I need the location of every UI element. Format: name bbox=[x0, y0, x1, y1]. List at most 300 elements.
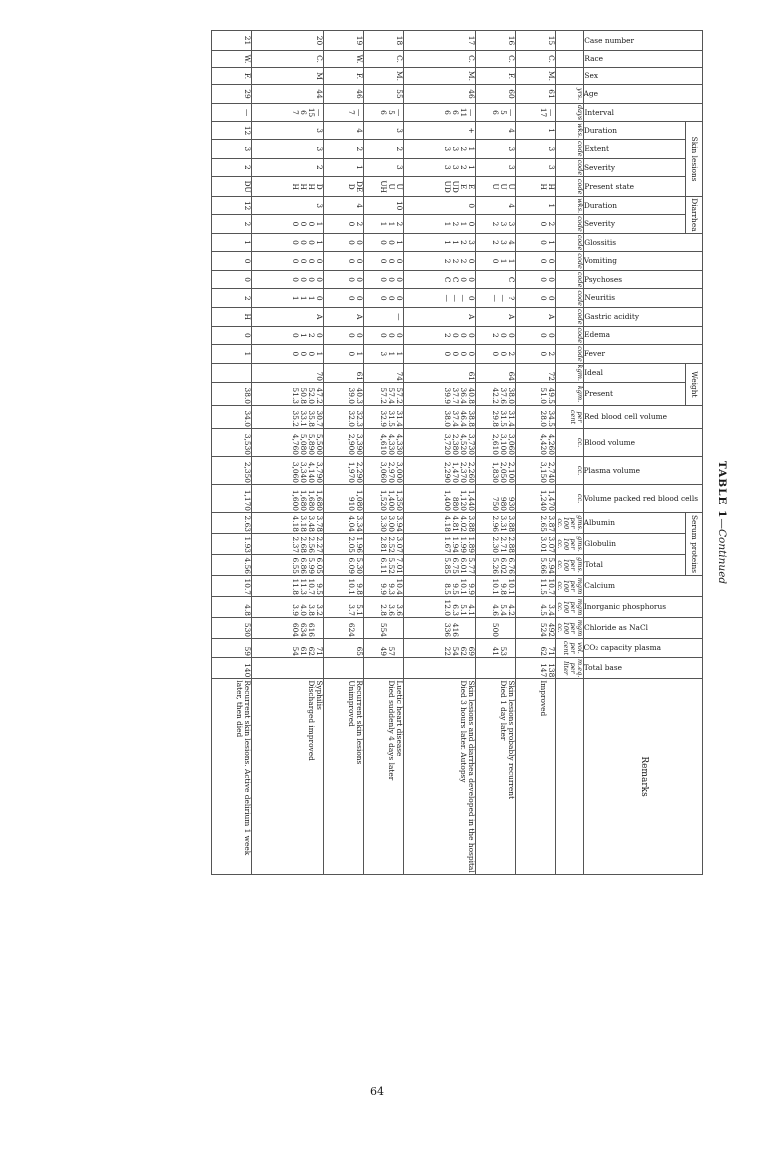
table-cell: 1 2 3 3 bbox=[403, 158, 475, 177]
table-cell: 3 3 2 bbox=[475, 215, 515, 234]
table-cell: 3.34 4.04 bbox=[323, 513, 363, 534]
table-cell: 1,440 1,120 880 1,400 bbox=[403, 485, 475, 513]
table-row bbox=[475, 31, 515, 875]
table-cell: — 11 6 6 bbox=[403, 104, 475, 122]
table-cell: 1,680 1,680 1,680 1,600 bbox=[251, 485, 323, 513]
table-cell: A bbox=[323, 307, 363, 326]
table-cell: 3 bbox=[515, 158, 555, 177]
table-cell: 3.2 3.8 4.0 3.9 bbox=[251, 597, 323, 618]
table-cell: 3 bbox=[211, 140, 251, 159]
col-header: Edema bbox=[584, 330, 610, 340]
table-cell: 2,100 2,050 1,830 bbox=[475, 457, 515, 485]
table-cell: H H bbox=[515, 177, 555, 197]
table-cell: 7.01 5.52 6.11 bbox=[363, 555, 403, 576]
table-cell: ? — — bbox=[475, 289, 515, 308]
table-cell: 1 bbox=[515, 122, 555, 140]
unit-cell: m.eq. per liter bbox=[555, 658, 583, 679]
unit-cell: code bbox=[555, 177, 583, 197]
table-cell: F. bbox=[323, 68, 363, 85]
table-cell: 10.7 bbox=[211, 576, 251, 597]
table-cell: 2,260 2,370 1,470 2,290 bbox=[403, 457, 475, 485]
col-header: Age bbox=[584, 89, 599, 99]
table-cell: 0 0 0 0 bbox=[403, 345, 475, 364]
table-cell: 70 bbox=[251, 363, 323, 382]
table-cell: 3 bbox=[363, 158, 403, 177]
table-cell: 0 bbox=[211, 270, 251, 289]
table-cell bbox=[363, 658, 403, 679]
table-cell: 20 bbox=[251, 31, 323, 51]
table-cell: 2 1 1 bbox=[363, 215, 403, 234]
remarks-cell: Skin lesions and diarrhea developed in the hospital Died 3 hours later. Autopsy bbox=[403, 679, 475, 874]
unit-cell: mgm per 100 cc. bbox=[555, 618, 583, 639]
col-header: Race bbox=[584, 54, 603, 64]
group-skin-lesions: Skin lesions bbox=[685, 122, 702, 197]
table-cell: 0 0 0 0 bbox=[251, 270, 323, 289]
table-cell: F. bbox=[475, 68, 515, 85]
col-header: CO₂ capacity plasma bbox=[584, 643, 662, 653]
table-cell: 0 bbox=[211, 252, 251, 271]
table-cell: 29 bbox=[211, 85, 251, 104]
table-cell: 0 0 bbox=[323, 252, 363, 271]
col-header: Total base bbox=[584, 663, 623, 673]
page-number: 64 bbox=[370, 1085, 384, 1098]
table-cell: 1 bbox=[211, 345, 251, 364]
table-cell: C. bbox=[251, 51, 323, 68]
table-cell: 61 bbox=[323, 363, 363, 382]
table-cell: 554 bbox=[363, 618, 403, 639]
unit-cell: code bbox=[555, 233, 583, 252]
table-cell bbox=[251, 658, 323, 679]
unit-cell: gms. per 100 cc. bbox=[555, 534, 583, 555]
table-cell: 1 0 0 0 bbox=[251, 233, 323, 252]
table-cell: 15 bbox=[515, 31, 555, 51]
table-cell: 3 bbox=[251, 140, 323, 159]
table-cell: 416 336 bbox=[403, 618, 475, 639]
units-row bbox=[555, 31, 583, 875]
table-cell bbox=[323, 658, 363, 679]
table-cell: 47.2 52.0 50.8 51.3 bbox=[251, 383, 323, 406]
table-cell: 64 bbox=[475, 363, 515, 382]
table-cell: 4 bbox=[323, 122, 363, 140]
table-cell: 138 147 bbox=[515, 658, 555, 679]
table-cell: 930 980 750 bbox=[475, 485, 515, 513]
table-cell: 0 0 bbox=[323, 289, 363, 308]
table-title: TABLE 1 bbox=[716, 460, 728, 519]
unit-cell: code bbox=[555, 345, 583, 364]
table-cell: 2 0 0 bbox=[475, 345, 515, 364]
table-cell: — bbox=[211, 104, 251, 122]
table-cell: 2 bbox=[211, 215, 251, 234]
table-cell: 6.76 6.02 5.26 bbox=[475, 555, 515, 576]
table-cell: M bbox=[251, 68, 323, 85]
table-cell: 1.96 2.05 bbox=[323, 534, 363, 555]
table-cell: 4 bbox=[475, 197, 515, 215]
table-cell: 1,470 1,240 bbox=[515, 485, 555, 513]
table-cell: 69 62 54 22 bbox=[403, 639, 475, 658]
col-header: Volume packed red blood cells bbox=[584, 493, 699, 503]
table-cell: 0 0 0 bbox=[363, 252, 403, 271]
table-cell: 3.94 3.00 3.30 bbox=[363, 513, 403, 534]
remarks-cell: Syphilis Discharged improved bbox=[251, 679, 323, 874]
col-header: Globulin bbox=[584, 539, 616, 549]
unit-cell: code bbox=[555, 270, 583, 289]
col-header: Present bbox=[584, 389, 613, 399]
table-cell: 1 bbox=[323, 158, 363, 177]
table-cell: — 17 bbox=[515, 104, 555, 122]
col-header: Neuritis bbox=[584, 293, 615, 303]
table-cell: 0 0 bbox=[323, 326, 363, 345]
table-cell: 10.7 11.5 bbox=[515, 576, 555, 597]
table-cell: 3 2 1 1 bbox=[403, 233, 475, 252]
table-cell bbox=[475, 658, 515, 679]
table-cell: 624 bbox=[323, 618, 363, 639]
table-cell: 4 3 2 bbox=[475, 233, 515, 252]
unit-cell: mgm per 100 cc. bbox=[555, 576, 583, 597]
table-cell: 31.4 31.5 29.8 bbox=[475, 406, 515, 429]
table-cell: 2 bbox=[323, 140, 363, 159]
remarks-cell: Recurrent skin lesions. Active delirium 1 week later, then died bbox=[211, 679, 251, 874]
table-cell: 2 0 bbox=[323, 215, 363, 234]
table-cell: A bbox=[475, 307, 515, 326]
table-cell: 3 bbox=[251, 122, 323, 140]
table-cell: 0 0 0 bbox=[363, 270, 403, 289]
unit-cell: code bbox=[555, 307, 583, 326]
col-header: Extent bbox=[584, 143, 609, 153]
table-cell: 4 bbox=[323, 197, 363, 215]
table-cell: 3 bbox=[475, 158, 515, 177]
table-cell: DE D bbox=[323, 177, 363, 197]
col-header: Psychoses bbox=[584, 274, 623, 284]
table-cell: 61 bbox=[515, 85, 555, 104]
table-cell: 53 41 bbox=[475, 639, 515, 658]
unit-cell: wks. bbox=[555, 197, 583, 215]
table-cell: 1 0 0 0 bbox=[251, 215, 323, 234]
table-cell: 16 bbox=[475, 31, 515, 51]
table-cell: U U U bbox=[475, 177, 515, 197]
table-cell: 55 bbox=[363, 85, 403, 104]
table-cell: 0 bbox=[403, 197, 475, 215]
table-cell: 3 bbox=[251, 197, 323, 215]
col-header: Plasma volume bbox=[584, 465, 641, 475]
col-header: Red blood cell volume bbox=[584, 412, 667, 422]
table-cell: 3.78 3.48 3.18 4.18 bbox=[251, 513, 323, 534]
table-cell: 72 bbox=[515, 363, 555, 382]
table-cell: 0 1 1 1 bbox=[251, 289, 323, 308]
table-row bbox=[251, 31, 323, 875]
table-cell: 60 bbox=[475, 85, 515, 104]
group-serum-proteins: Serum proteins bbox=[685, 513, 702, 576]
table-cell: 2 0 bbox=[515, 345, 555, 364]
table-cell: 38.0 37.6 42.2 bbox=[475, 383, 515, 406]
remarks-cell: Recurrent skin lesions Unimproved bbox=[323, 679, 363, 874]
unit-cell: gms. per 100 cc. bbox=[555, 513, 583, 534]
table-cell: 3.07 3.01 bbox=[515, 534, 555, 555]
table-cell: 4,260 4,420 bbox=[515, 429, 555, 457]
table-cell: 1 0 bbox=[515, 233, 555, 252]
table-cell: 5.1 3.7 bbox=[323, 597, 363, 618]
table-cell: 10.1 9.8 10.1 bbox=[475, 576, 515, 597]
table-cell: 59 bbox=[211, 639, 251, 658]
table-cell: U U UH bbox=[363, 177, 403, 197]
table-cell: 17 bbox=[403, 31, 475, 51]
unit-cell: yrs. bbox=[555, 85, 583, 104]
table-cell: 44 bbox=[251, 85, 323, 104]
table-cell: 0 0 0 bbox=[363, 326, 403, 345]
table-cell: C. bbox=[363, 51, 403, 68]
table-cell: 0 0 C C bbox=[403, 270, 475, 289]
unit-cell bbox=[555, 68, 583, 85]
table-cell: 4 bbox=[475, 122, 515, 140]
table-cell: C. bbox=[515, 51, 555, 68]
table-cell: 140 bbox=[211, 658, 251, 679]
table-cell: 616 634 604 bbox=[251, 618, 323, 639]
table-cell: 1 0 bbox=[323, 345, 363, 364]
table-row bbox=[403, 31, 475, 875]
table-cell: 71 62 61 54 bbox=[251, 639, 323, 658]
table-cell: 3.4 4.5 bbox=[515, 597, 555, 618]
unit-cell: kgm. bbox=[555, 383, 583, 406]
unit-cell: days bbox=[555, 104, 583, 122]
table-cell: 0 0 bbox=[515, 270, 555, 289]
col-header: Chloride as NaCl bbox=[584, 623, 649, 633]
table-cell: A bbox=[515, 307, 555, 326]
remarks-cell: Skin lesions probably recurrent Died 1 day later bbox=[475, 679, 515, 874]
table-cell: 1,350 1,400 1,520 bbox=[363, 485, 403, 513]
table-row bbox=[515, 31, 555, 875]
table-cell: 492 524 bbox=[515, 618, 555, 639]
table-cell: 38.0 bbox=[211, 383, 251, 406]
table-cell: C bbox=[475, 270, 515, 289]
table-cell: 1 bbox=[515, 197, 555, 215]
table-cell: 3,530 bbox=[211, 429, 251, 457]
table-cell: 1 1 3 bbox=[363, 345, 403, 364]
table-cell: 10 bbox=[363, 197, 403, 215]
table-cell: 3,790 4,140 3,340 3,060 bbox=[251, 457, 323, 485]
remarks-cell: Luetic heart disease Died suddenly 4 days later bbox=[363, 679, 403, 874]
table-cell: 2,350 bbox=[211, 457, 251, 485]
table-cell: 40.3 39.0 bbox=[323, 383, 363, 406]
col-header: Vomiting bbox=[584, 256, 618, 266]
table-cell: — 15 6 7 bbox=[251, 104, 323, 122]
col-header: Present state bbox=[584, 181, 634, 191]
table-cell bbox=[403, 658, 475, 679]
table-cell: 57.2 57.4 57.2 bbox=[363, 383, 403, 406]
table-cell: 0 0 bbox=[515, 289, 555, 308]
unit-cell: wks. bbox=[555, 122, 583, 140]
table-cell: 3,060 3,100 2,610 bbox=[475, 429, 515, 457]
table-cell: 5.30 6.09 bbox=[323, 555, 363, 576]
table-cell: 4.2 5.4 4.6 bbox=[475, 597, 515, 618]
col-header: Duration bbox=[584, 200, 618, 210]
table-cell: 2.27 2.56 2.68 2.37 bbox=[251, 534, 323, 555]
table-cell: 530 bbox=[211, 618, 251, 639]
table-cell: 500 bbox=[475, 618, 515, 639]
table-cell: 40.8 36.4 37.7 39.9 bbox=[403, 383, 475, 406]
col-header: Duration bbox=[584, 125, 618, 135]
table-cell: M. bbox=[515, 68, 555, 85]
table-cell: 1 1 0 bbox=[475, 252, 515, 271]
unit-cell: mgm per 100 cc. bbox=[555, 597, 583, 618]
unit-cell bbox=[555, 679, 583, 874]
table-cell: 2.88 2.71 2.30 bbox=[475, 534, 515, 555]
table-cell: 3 bbox=[363, 122, 403, 140]
col-header: Severity bbox=[584, 219, 616, 229]
table-cell: 1,080 910 bbox=[323, 485, 363, 513]
table-cell: — 7 bbox=[323, 104, 363, 122]
col-header-remarks: Remarks bbox=[584, 679, 703, 874]
table-row bbox=[211, 31, 251, 875]
col-header: Gastric acidity bbox=[584, 311, 639, 321]
table-cell: 2 bbox=[211, 289, 251, 308]
group-weight: Weight bbox=[685, 363, 702, 405]
table-cell: 2.63 bbox=[211, 513, 251, 534]
table-cell: A bbox=[403, 307, 475, 326]
table-cell: 3,000 2,970 3,060 bbox=[363, 457, 403, 485]
table-cell: 0 2 1 0 bbox=[251, 326, 323, 345]
remarks-cell: Improved bbox=[515, 679, 555, 874]
table-cell: 3 bbox=[475, 140, 515, 159]
col-header: Interval bbox=[584, 107, 614, 117]
table-cell: 3.88 4.02 4.81 4.18 bbox=[403, 513, 475, 534]
table-cell: F. bbox=[211, 68, 251, 85]
col-header: Inorganic phosphorus bbox=[584, 602, 667, 612]
table-cell: 2,290 1,970 bbox=[323, 457, 363, 485]
table-cell: 38.8 46.4 37.4 38.0 bbox=[403, 406, 475, 429]
table-cell: 0 — — — bbox=[403, 289, 475, 308]
col-header: Blood volume bbox=[584, 437, 635, 447]
unit-cell: code bbox=[555, 158, 583, 177]
data-table bbox=[211, 30, 703, 875]
table-cell: 3,390 2,900 bbox=[323, 429, 363, 457]
table-cell: 32.3 32.0 bbox=[323, 406, 363, 429]
table-cell: DU bbox=[211, 177, 251, 197]
table-cell: 49.5 51.0 bbox=[515, 383, 555, 406]
table-body bbox=[211, 31, 555, 875]
unit-cell: code bbox=[555, 215, 583, 234]
table-cell: 0 0 0 0 bbox=[251, 252, 323, 271]
unit-cell: code bbox=[555, 252, 583, 271]
unit-cell bbox=[555, 51, 583, 68]
col-header: Case number bbox=[584, 35, 634, 45]
table-cell: 71 62 bbox=[515, 639, 555, 658]
table-cell: 30.7 35.8 33.1 35.2 bbox=[251, 406, 323, 429]
table-cell: + bbox=[403, 122, 475, 140]
table-row bbox=[323, 31, 363, 875]
table-cell: 34.0 bbox=[211, 406, 251, 429]
table-cell: — 5 6 bbox=[475, 104, 515, 122]
table-cell: 2 bbox=[211, 158, 251, 177]
unit-cell: vol. per cent bbox=[555, 639, 583, 658]
table-cell: 12 bbox=[211, 197, 251, 215]
table-cell: 4.8 bbox=[211, 597, 251, 618]
table-cell: M. bbox=[363, 68, 403, 85]
col-header: Fever bbox=[584, 349, 606, 358]
table-cell: W. bbox=[323, 51, 363, 68]
table-cell: 74 bbox=[363, 363, 403, 382]
unit-cell: cc. bbox=[555, 457, 583, 485]
table-cell: 21 bbox=[211, 31, 251, 51]
table-cell: 1,170 bbox=[211, 485, 251, 513]
table-cell: H bbox=[211, 307, 251, 326]
col-header: Ideal bbox=[584, 367, 603, 377]
unit-cell: gms. per 100 cc. bbox=[555, 555, 583, 576]
table-cell: 57 49 bbox=[363, 639, 403, 658]
table-cell: 3.07 2.52 2.81 bbox=[363, 534, 403, 555]
table-cell: 1 bbox=[211, 233, 251, 252]
table-cell: 4.56 bbox=[211, 555, 251, 576]
table-cell: 1.93 bbox=[211, 534, 251, 555]
table-cell: 5.77 6.01 6.75 5.85 bbox=[403, 555, 475, 576]
table-cell: — bbox=[363, 307, 403, 326]
table-cell: 0 bbox=[211, 326, 251, 345]
table-cell: 0 0 2 bbox=[475, 326, 515, 345]
table-cell: 4,330 4,330 4,610 bbox=[363, 429, 403, 457]
col-header: Sex bbox=[584, 71, 598, 81]
table-cell: 10.4 9.3 9.9 bbox=[363, 576, 403, 597]
table-cell: 5,500 5,890 5,080 4,760 bbox=[251, 429, 323, 457]
table-cell: 3.6 3.6 2.8 bbox=[363, 597, 403, 618]
table-cell: 0 2 2 2 bbox=[403, 252, 475, 271]
unit-cell: kgm. bbox=[555, 363, 583, 382]
table-cell: 5.94 5.66 bbox=[515, 555, 555, 576]
group-header-row bbox=[685, 31, 702, 875]
table-cell: 1 0 0 0 bbox=[251, 345, 323, 364]
unit-cell: per cent bbox=[555, 406, 583, 429]
table-cell: 34.5 28.0 bbox=[515, 406, 555, 429]
unit-cell: code bbox=[555, 289, 583, 308]
col-header: Calcium bbox=[584, 581, 615, 591]
unit-cell: code bbox=[555, 140, 583, 159]
unit-cell: cc. bbox=[555, 485, 583, 513]
table-cell bbox=[211, 363, 251, 382]
table-cell: 3 bbox=[515, 140, 555, 159]
table-cell: 61 bbox=[403, 363, 475, 382]
table-cell: 1.89 1.99 1.94 1.67 bbox=[403, 534, 475, 555]
table-continuation: —Continued bbox=[716, 518, 728, 585]
col-header: Albumin bbox=[584, 518, 616, 528]
table-cell: 0 0 bbox=[515, 326, 555, 345]
table-cell: W. bbox=[211, 51, 251, 68]
table-cell: 3.88 3.31 2.96 bbox=[475, 513, 515, 534]
col-header: Glossitis bbox=[584, 237, 616, 247]
table-cell: 65 bbox=[323, 639, 363, 658]
table-row bbox=[363, 31, 403, 875]
table-cell: 0 0 bbox=[323, 233, 363, 252]
table-cell: 3,730 4,520 2,380 3,720 bbox=[403, 429, 475, 457]
table-cell: 6.05 5.99 6.86 6.55 bbox=[251, 555, 323, 576]
col-header: Total bbox=[584, 560, 603, 570]
table-cell: 9.8 10.1 bbox=[323, 576, 363, 597]
table-cell: 0 0 bbox=[515, 252, 555, 271]
table-cell: 3.87 2.65 bbox=[515, 513, 555, 534]
table-cell: C. bbox=[475, 51, 515, 68]
table-cell: 0 1 2 1 bbox=[403, 215, 475, 234]
table-caption bbox=[716, 0, 728, 1045]
table-cell: 19 bbox=[323, 31, 363, 51]
table-cell: 2 bbox=[363, 140, 403, 159]
table-cell: 4.1 5.1 6.3 12.0 bbox=[403, 597, 475, 618]
table-cell: 1 2 3 3 bbox=[403, 140, 475, 159]
table-cell: C. bbox=[403, 51, 475, 68]
table-cell: 1 0 0 bbox=[363, 233, 403, 252]
table-cell: 18 bbox=[363, 31, 403, 51]
table-cell: 12 bbox=[211, 122, 251, 140]
table-cell: A bbox=[251, 307, 323, 326]
table-cell: 9.5 10.7 11.3 11.8 bbox=[251, 576, 323, 597]
table-cell: 2,740 3,150 bbox=[515, 457, 555, 485]
table-cell: E E UD UD bbox=[403, 177, 475, 197]
table-cell: 0 0 bbox=[323, 270, 363, 289]
